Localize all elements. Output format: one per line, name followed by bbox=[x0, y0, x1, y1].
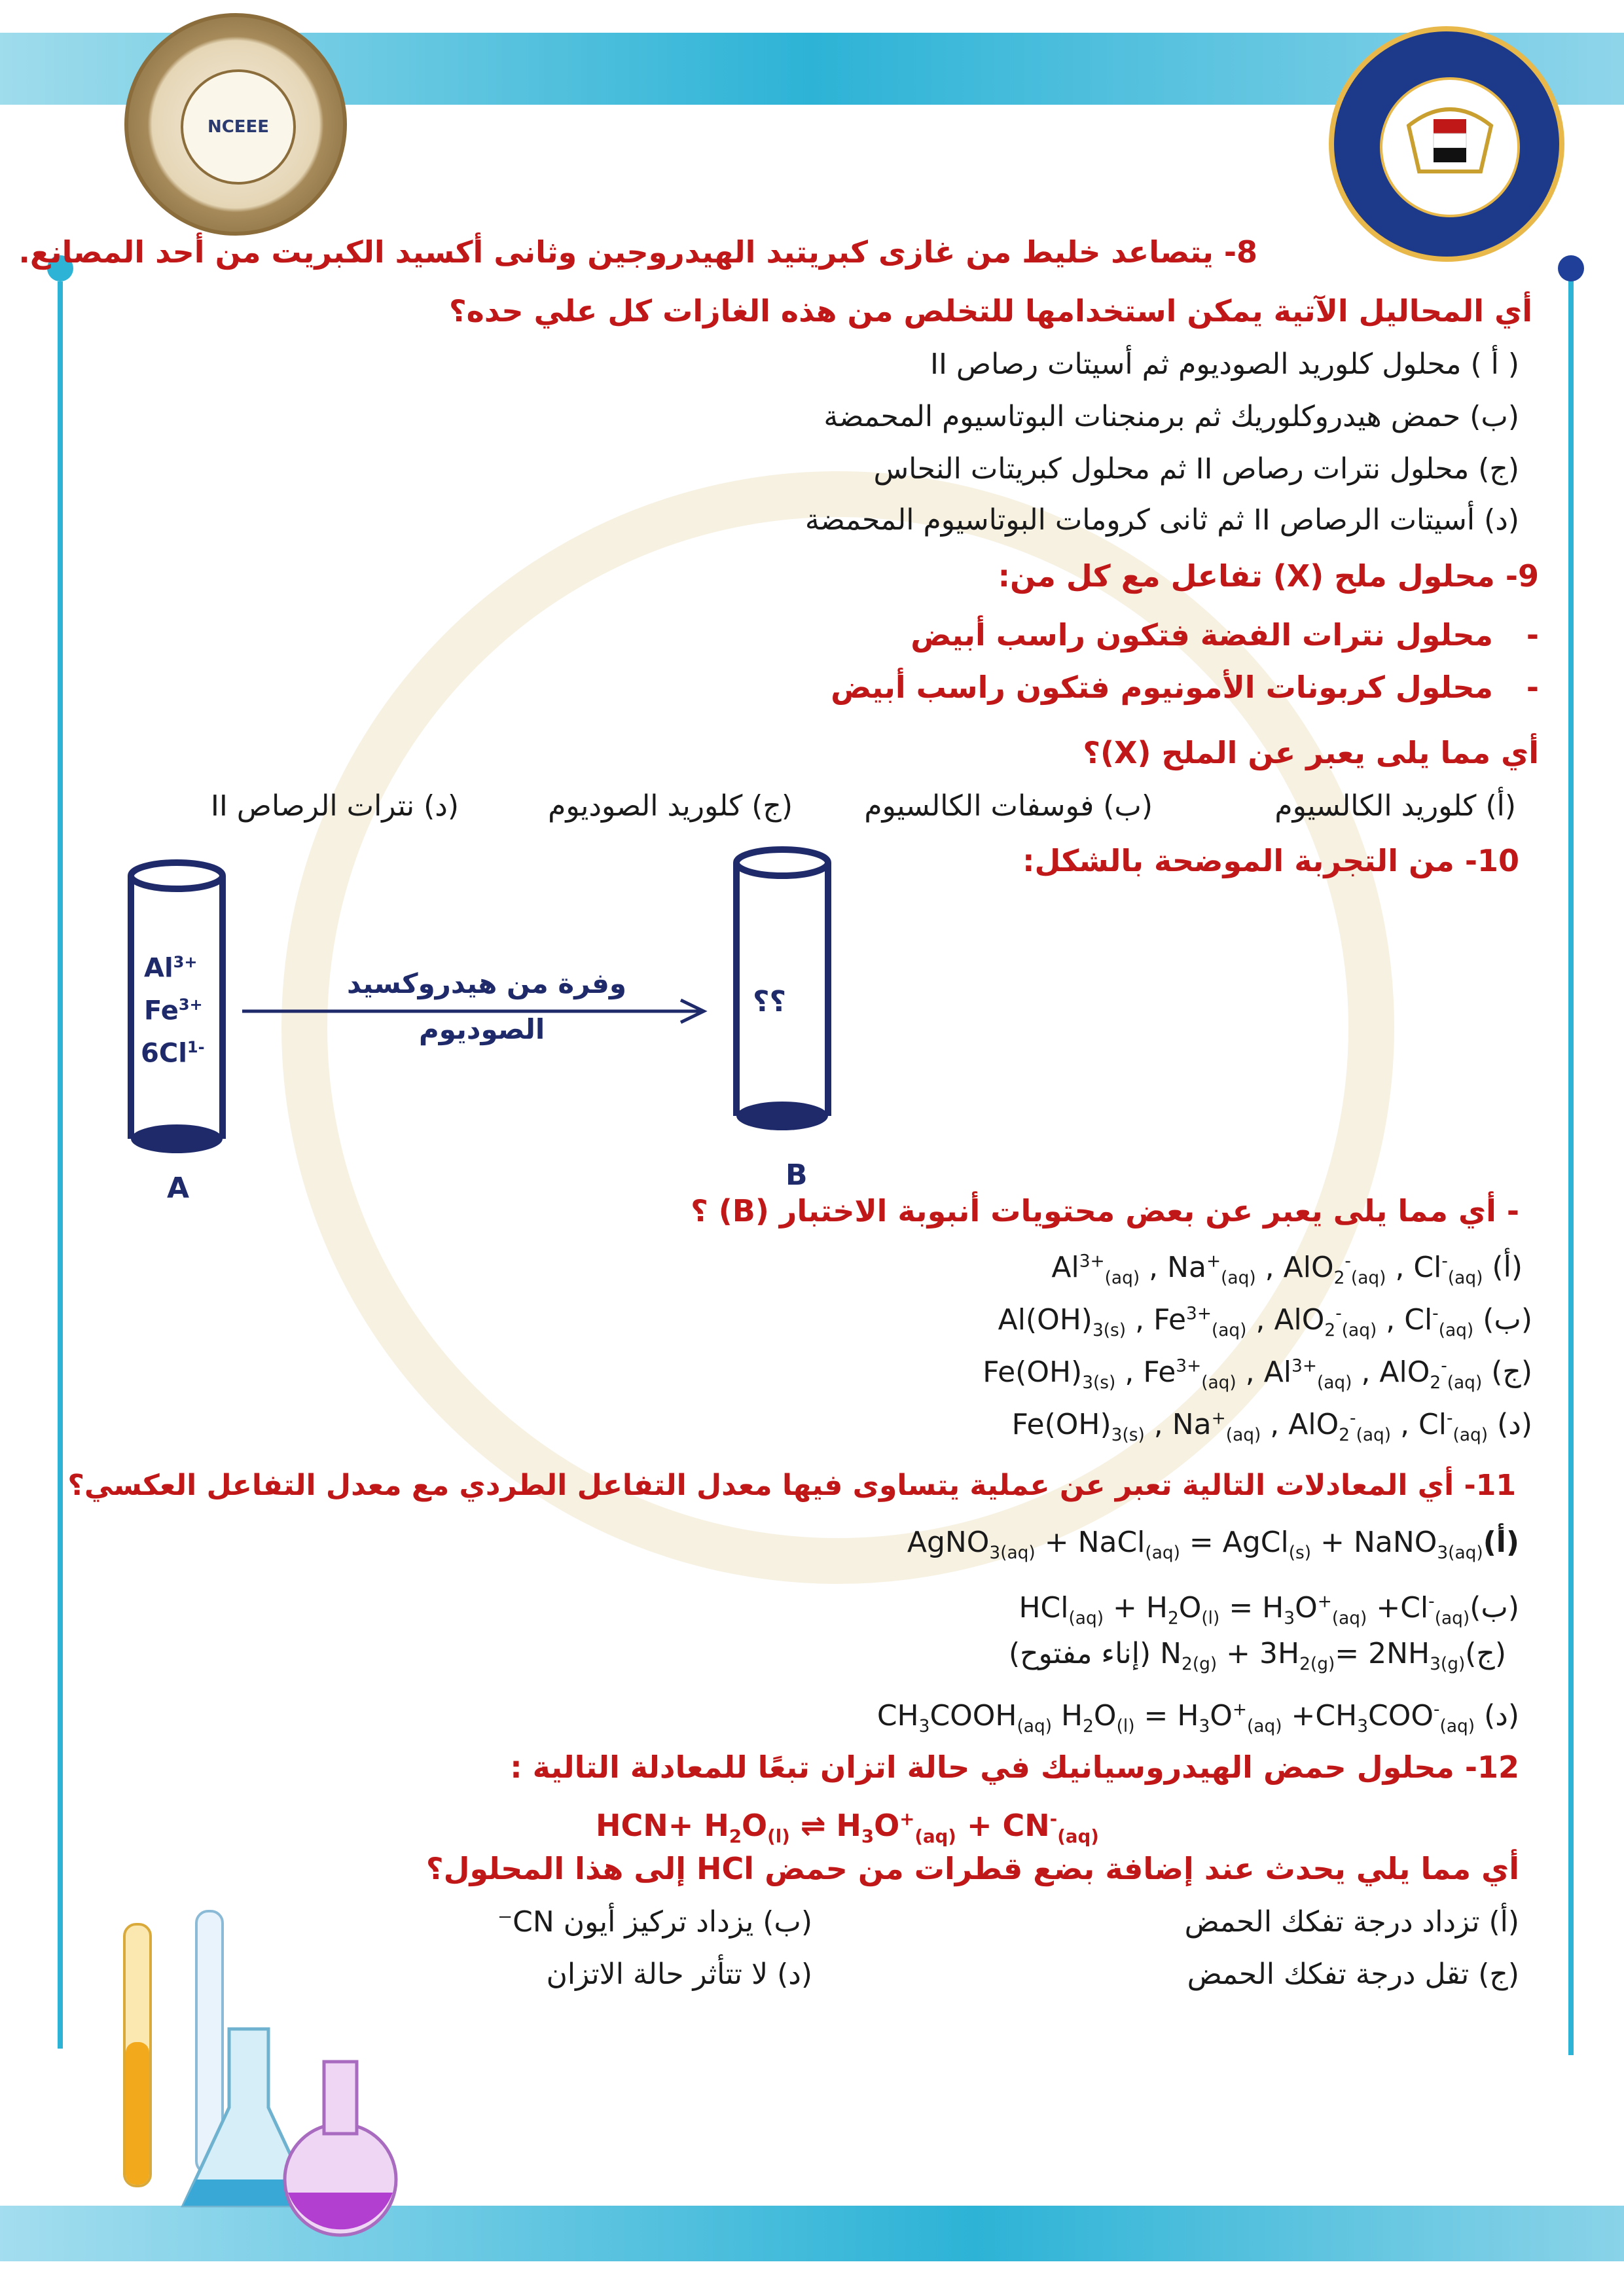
q11-option-b[interactable]: $HCl_{(aq)} + H_2O_{(l)} = H_3O^+_{(aq)}$ $+Cl^-_{(aq)}(ب)$ bbox=[1019, 1590, 1519, 1628]
q9-option-c[interactable]: (ج) كلوريد الصوديوم bbox=[548, 789, 793, 823]
arrow-text-2: الصوديوم bbox=[419, 1013, 545, 1045]
tube-b-label: B bbox=[785, 1158, 808, 1192]
q11-option-a[interactable]: AgNO$_{3(aq)}$ + NaCl$_{(aq)}$ = AgCl$_{(s)}$ + NaNO$_{3(aq)}$(أ) bbox=[907, 1526, 1519, 1563]
q12-option-a[interactable]: (أ) تزداد درجة تفكك الحمض bbox=[1184, 1905, 1519, 1939]
q8-option-d[interactable]: (د) أسيتات الرصاص II ثم ثانى كرومات البوتاسيوم المحمضة bbox=[804, 503, 1519, 537]
q10-option-d[interactable]: $Fe(OH)_{3(s)}$ , $Na^+_{(aq)}$ , AlO$_2$-$_{(aq)}$ , $Cl^-_{(aq)}$ (د) bbox=[1011, 1407, 1532, 1445]
q10-option-c-letter: (ج) bbox=[1491, 1355, 1532, 1389]
tube-b-content: ؟؟ bbox=[753, 985, 787, 1018]
arrow-text-1: وفرة من هيدروكسيد bbox=[347, 967, 626, 999]
q12-equation: $HCN+ H_2O_{(l)}$ ⇌ $H_3O^+_{(aq)} + CN^-_{(aq)}$ bbox=[596, 1808, 1099, 1848]
q9-bullet-mark-1: - bbox=[1526, 617, 1539, 653]
q10-option-d-letter: (د) bbox=[1497, 1407, 1532, 1441]
q9-line1: 9- محلول ملح (X) تفاعل مع كل من: bbox=[998, 558, 1539, 594]
q12-option-b[interactable]: (ب) يزداد تركيز أيون CN⁻ bbox=[497, 1905, 812, 1939]
ministry-logo bbox=[1329, 26, 1564, 262]
q11-option-c[interactable]: (إناء مفتوح) $N_{2(g)} + 3H_{2(g)}=$ $2NH_{3(g)}(ج)$ bbox=[1008, 1637, 1506, 1674]
q9-option-b[interactable]: (ب) فوسفات الكالسيوم bbox=[864, 789, 1153, 823]
right-border-line bbox=[1568, 275, 1574, 2055]
q12-question: أي مما يلي يحدث عند إضافة بضع قطرات من حمض HCl إلى هذا المحلول؟ bbox=[425, 1851, 1519, 1886]
q10-option-b[interactable]: $Al(OH)_{3(s)}$ , $Fe^{3+}_{(aq)}$ , AlO$_2$-$_{(aq)}$ , $Cl^-_{(aq)}$ (ب) bbox=[998, 1302, 1532, 1340]
q11-line1: 11- أي المعادلات التالية تعبر عن عملية يتساوى فيها معدل التفاعل الطردي مع معدل التفاعل العكسي؟ bbox=[67, 1469, 1516, 1502]
q10-question: - أي مما يلى يعبر عن بعض محتويات أنبوبة الاختبار (B) ؟ bbox=[691, 1193, 1519, 1229]
eagle-icon bbox=[1382, 80, 1517, 215]
q10-option-c[interactable]: $Fe(OH)_{3(s)}$ , $Fe^{3+}_{(aq)}$ , $Al^{3+}_{(aq)}$ , AlO$_2$-$_{(aq)}$ (ج) bbox=[983, 1355, 1532, 1393]
tube-a-label: A bbox=[167, 1172, 190, 1205]
q12-option-d[interactable]: (د) لا تتأثر حالة الاتزان bbox=[546, 1958, 812, 1991]
q8-option-c[interactable]: (ج) محلول نترات رصاص II ثم محلول كبريتات النحاس bbox=[873, 452, 1519, 486]
q11-option-b-letter: (ب) bbox=[1470, 1590, 1519, 1624]
q11-option-c-letter: (ج) bbox=[1465, 1637, 1506, 1670]
q11-option-a-letter: (أ) bbox=[1483, 1526, 1519, 1559]
left-border-line bbox=[58, 281, 63, 2049]
tube-a-ion-cl: $6Cl^{1-}$ bbox=[141, 1038, 205, 1069]
q11-option-d-letter: (د) bbox=[1484, 1698, 1519, 1732]
q9-bullet-2: محلول كربونات الأمونيوم فتكون راسب أبيض bbox=[831, 670, 1493, 705]
q10-option-a[interactable]: $Al^{3+}_{(aq)}$ , $Na^+_{(aq)}$ , AlO$_2$-$_{(aq)}$ , $Cl^-_{(aq)}$ (أ) bbox=[1051, 1250, 1523, 1288]
q9-option-d[interactable]: (د) نترات الرصاص II bbox=[210, 789, 459, 823]
q9-bullet-1: محلول نترات الفضة فتكون راسب أبيض bbox=[911, 617, 1493, 653]
q9-option-a[interactable]: (أ) كلوريد الكالسيوم bbox=[1274, 789, 1516, 823]
open-vessel-note: (إناء مفتوح) bbox=[1008, 1637, 1151, 1670]
q10-option-a-letter: (أ) bbox=[1492, 1250, 1523, 1284]
q10-line1: 10- من التجربة الموضحة بالشكل: bbox=[1022, 843, 1519, 878]
lab-glassware-illustration bbox=[98, 1898, 412, 2238]
q8-option-b[interactable]: (ب) حمض هيدروكلوريك ثم برمنجنات البوتاسيوم المحمضة bbox=[823, 400, 1519, 433]
q12-option-c[interactable]: (ج) تقل درجة تفكك الحمض bbox=[1187, 1958, 1519, 1991]
right-border-dot bbox=[1558, 255, 1584, 281]
q12-line1: 12- محلول حمض الهيدروسيانيك في حالة اتزان تبعًا للمعادلة التالية : bbox=[510, 1749, 1519, 1785]
q11-option-d[interactable]: $CH_3COOH_{(aq)}$ $H_2O_{(l)} = H_3O^+_{(aq)} +CH_3COO^-_{(aq)}$ (د) bbox=[876, 1698, 1519, 1736]
q10-option-b-letter: (ب) bbox=[1483, 1302, 1532, 1336]
q8-option-a[interactable]: ( أ ) محلول كلوريد الصوديوم ثم أسيتات رصاص II bbox=[929, 348, 1519, 381]
tube-a-ion-al: $Al^{3+}$ bbox=[144, 953, 198, 984]
q9-question: أي مما يلى يعبر عن الملح (X)؟ bbox=[1083, 735, 1539, 770]
logo-text: NCEEE bbox=[207, 117, 270, 137]
q9-bullet-mark-2: - bbox=[1526, 670, 1539, 705]
tube-a-ion-fe: $Fe^{3+}$ bbox=[144, 996, 203, 1026]
q8-line1: 8- يتصاعد خليط من غازى كبريتيد الهيدروجين وثانى أكسيد الكبريت من أحد المصانع. bbox=[18, 234, 1257, 270]
nceee-logo bbox=[124, 13, 347, 236]
q8-line2: أي المحاليل الآتية يمكن استخدامها للتخلص من هذه الغازات كل علي حده؟ bbox=[449, 293, 1532, 329]
